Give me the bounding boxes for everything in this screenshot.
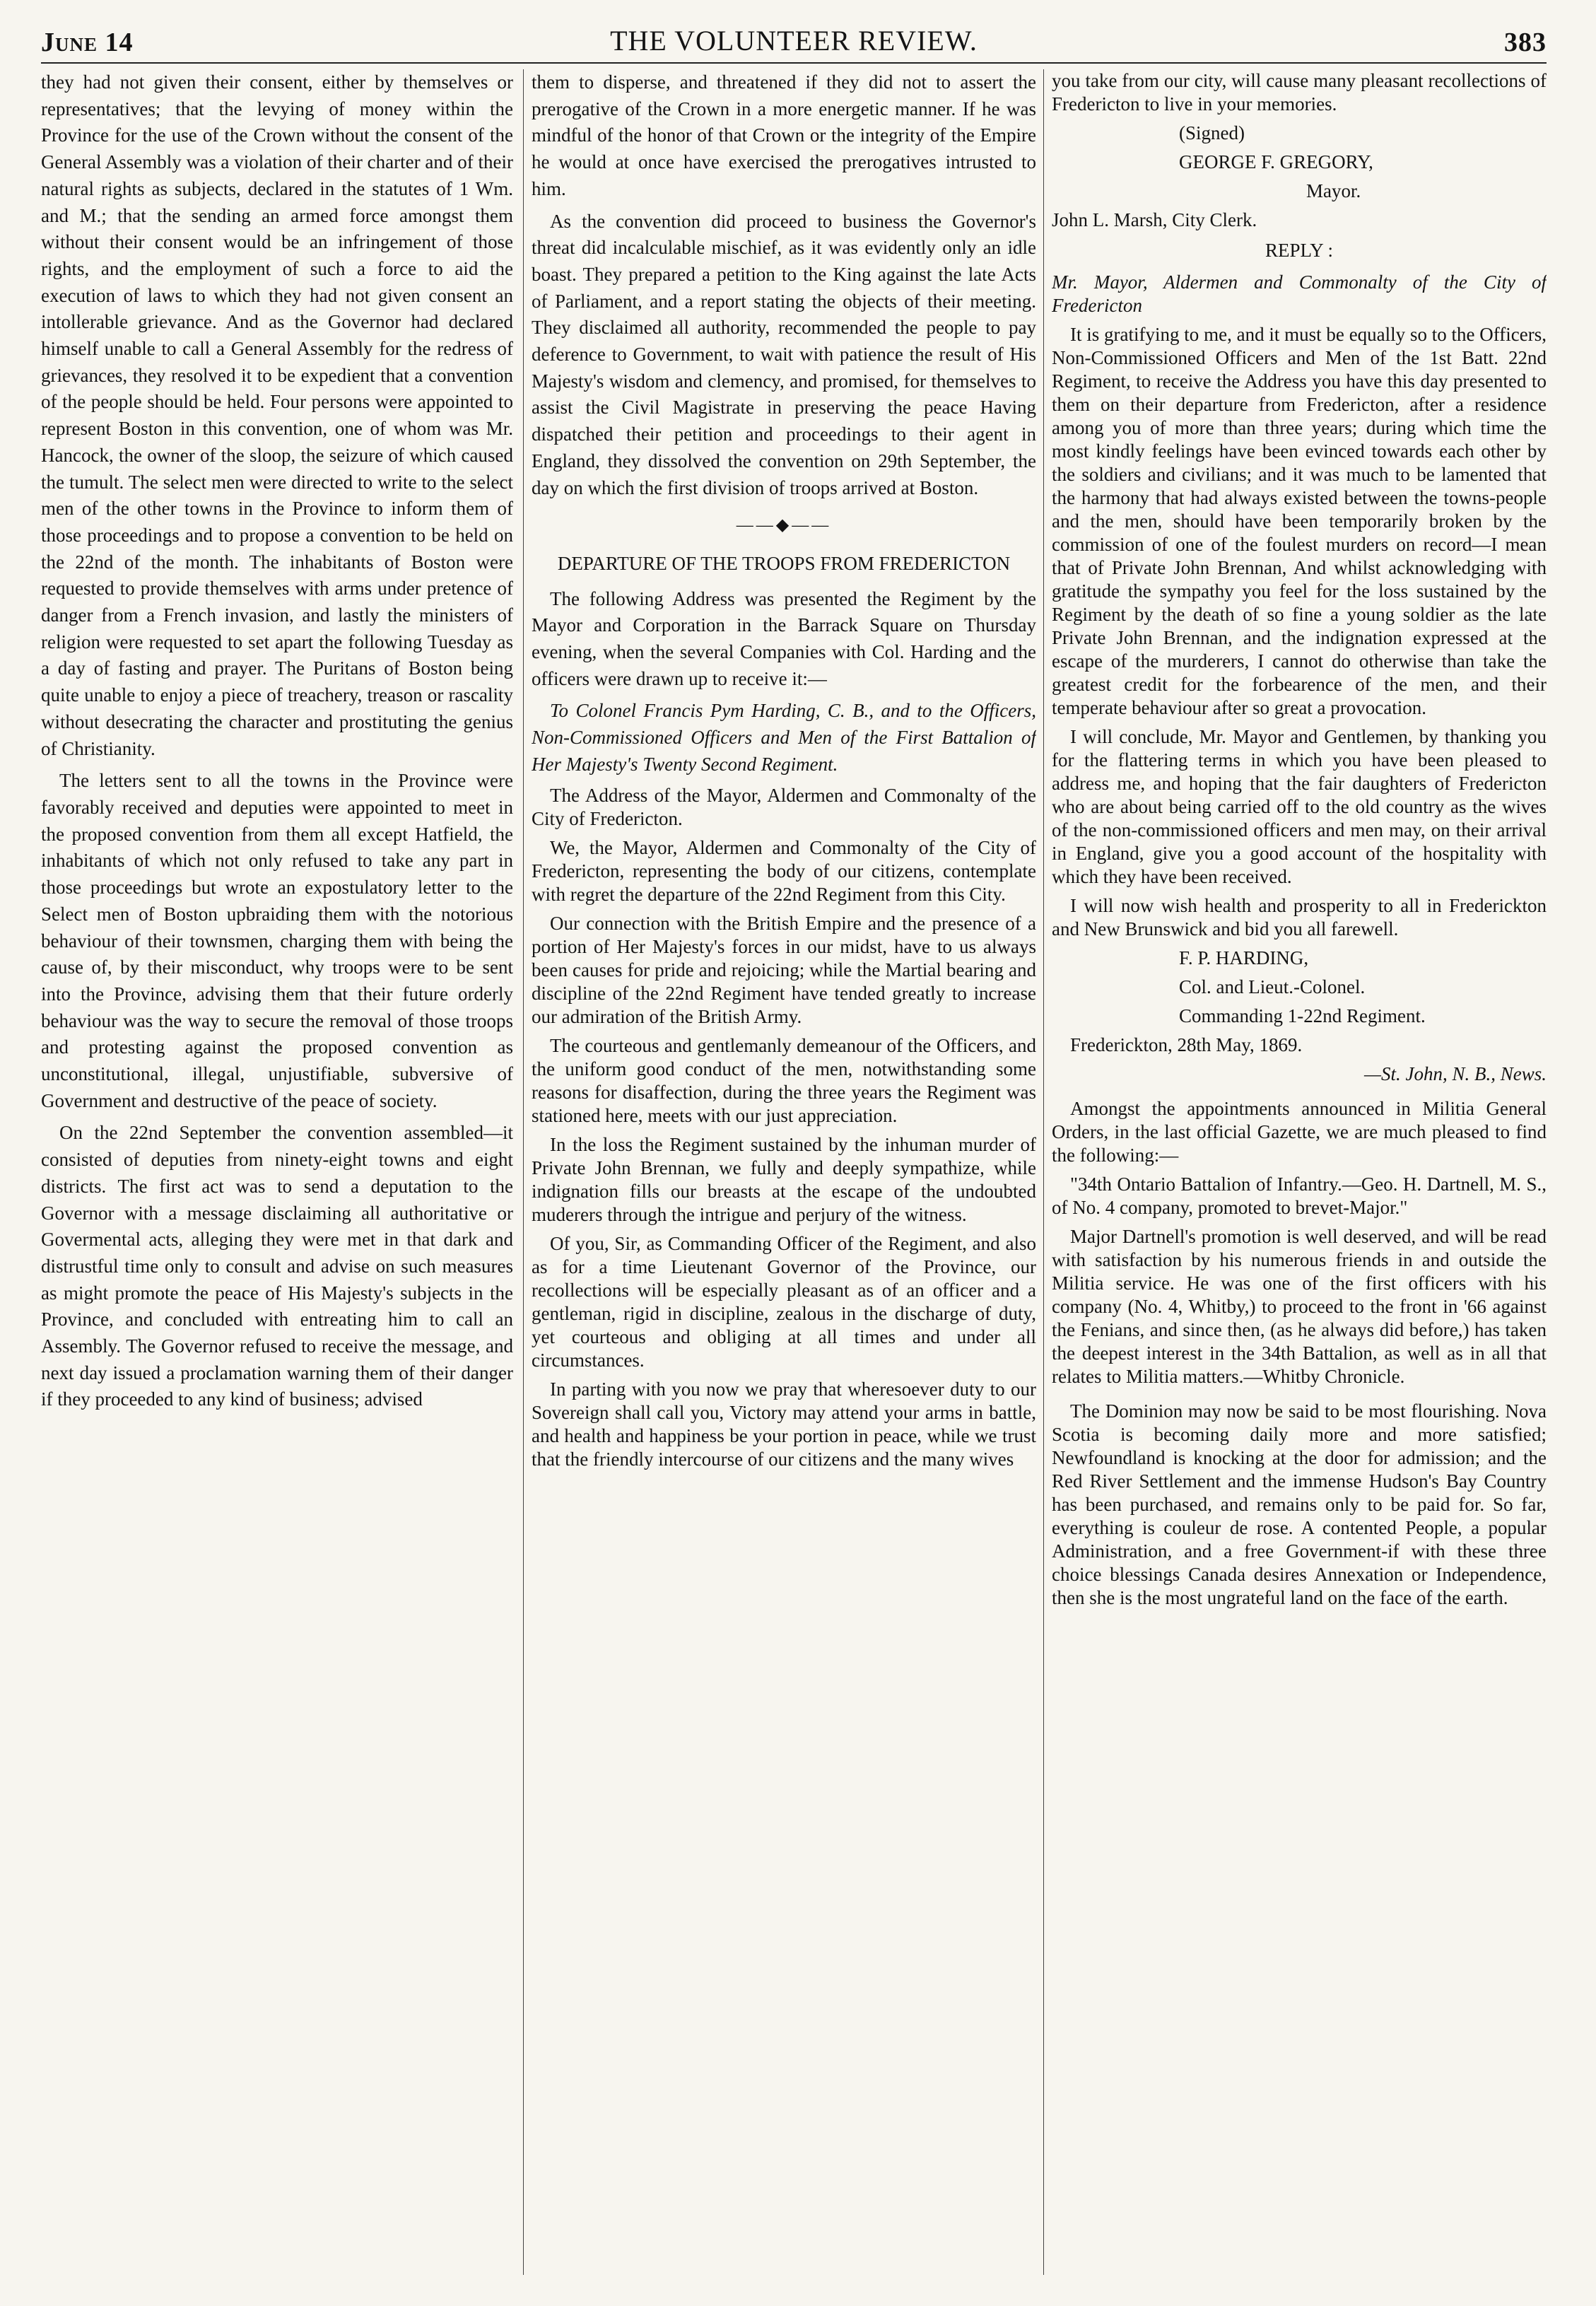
masthead-title: THE VOLUNTEER REVIEW. [610, 25, 978, 57]
source-credit: —St. John, N. B., News. [1363, 1063, 1547, 1084]
dateline: Frederickton, 28th May, 1869. [1070, 1034, 1303, 1055]
paragraph: I will now wish health and prosperity to all in Frederickton and New Brunswick and bid you all farewell. [1052, 895, 1547, 940]
paragraph: The Address of the Mayor, Aldermen and Commonalty of the City of Fredericton. [532, 784, 1036, 829]
address-salutation: To Colonel Francis Pym Harding, C. B., and to the Officers, Non-Commissioned Officers and Men of the First Battalion of Her Majesty's Twenty Second Regiment. [532, 700, 1036, 775]
clerk-line: John L. Marsh, City Clerk. [1052, 209, 1257, 230]
paragraph: In the loss the Regiment sustained by the inhuman murder of Private John Brennan, we fully and deeply sympathize, while indignation fills our breasts at the escape of the undoubted muderers through the intrigue and perjury of the witness. [532, 1133, 1036, 1225]
paragraph: "34th Ontario Battalion of Infantry.—Geo. H. Dartnell, M. S., of No. 4 company, promoted to brevet-Major." [1052, 1174, 1547, 1218]
paragraph: Major Dartnell's promotion is well deserved, and will be read with satisfaction by his numerous friends in and outside the Militia service. He was one of the first officers with his company (No. 4, Whitby,) to proceed to the front in '66 against the Fenians, and since then, (as he always did before,) has taken the deepest interest in the 34th Battalion, as well as in all that relates to Militia matters.—Whitby Chronicle. [1052, 1226, 1547, 1387]
column-1 [41, 69, 513, 2306]
signatory-command: Commanding 1-22nd Regiment. [1179, 1005, 1426, 1026]
signatory-title: Mayor. [1306, 180, 1361, 201]
signatory-name: GEORGE F. GREGORY, [1179, 151, 1373, 172]
paragraph: The following Address was presented the Regiment by the Mayor and Corporation in the Barrack Square on Thursday evening, when the several Companies with Col. Harding and the officers were drawn up to receive it:— [532, 587, 1036, 689]
signed-label: (Signed) [1179, 122, 1245, 144]
column-divider [523, 69, 524, 2275]
page-header [41, 13, 1547, 62]
page-number: 383 [1504, 28, 1547, 57]
column-2 [532, 69, 1036, 2306]
paragraph: Amongst the appointments announced in Militia General Orders, in the last official Gazette, we are much pleased to find the following:— [1052, 1098, 1547, 1166]
reply-heading: REPLY : [1265, 240, 1334, 261]
article-heading: DEPARTURE OF THE TROOPS FROM FREDERICTON [557, 552, 1011, 574]
section-separator: ——◆—— [736, 516, 832, 535]
paragraph: them to disperse, and threatened if they did not to assert the prerogative of the Crown in a more energetic manner. If he was mindful of the honor of that Crown or the integrity of the Empire he would at once have exercised the prerogatives intrusted to him. [532, 71, 1036, 199]
paragraph: I will conclude, Mr. Mayor and Gentlemen, by thanking you for the flattering terms in which you have been pleased to address me, and hoping that the fair daughters of Fredericton who are about being carried off to the old country as the wives of the non-commissioned officers and men may, on their arrival in England, give you a good account of the hospitality with which they have been received. [1052, 726, 1547, 887]
paragraph: you take from our city, will cause many pleasant recollections of Fredericton to live in your memories. [1052, 70, 1547, 115]
paragraph: The letters sent to all the towns in the Province were favorably received and deputies were appointed to meet in the proposed convention from them all except Hatfield, the inhabitants of which not only refused to take any part in those proceedings but wrote an expostulatory letter to the Select men of Boston upbraiding them with the notorious behaviour of their townsmen, charging them with being the cause of, by their misconduct, why troops were to be sent into the Province, advising them that their future orderly behaviour was the way to secure the removal of those troops and protesting against the proposed convention as unconstitutional, illegal, unjustifiable, subversive of Government and destructive of the peace of society. [41, 770, 513, 1111]
paragraph: they had not given their consent, either by themselves or representatives; that the levying of money within the Province for the use of the Crown without the consent of the General Assembly was a violation of their charter and of their natural rights as subjects, declared in the statutes of 1 Wm. and M.; that the sending an armed force amongst them without their consent would be an infringement of those rights, and the employment of such a force to aid the execution of laws to which they had not given consent an intollerable grievance. And as the Governor had declared himself unable to call a General Assembly for the redress of grievances, they resolved it to be expedient that a convention of the people should be held. Four persons were appointed to represent Boston in this convention, one of whom was Mr. Hancock, the owner of the sloop, the seizure of which caused the tumult. The select men were directed to write to the select men of the other towns in the Province to inform them of those proceedings and to propose a convention to be held on the 22nd of the month. The inhabitants of Boston were requested to provide themselves with arms under pretence of danger from a French invasion, and lastly the ministers of religion were requested to set apart the following Tuesday as a day of fasting and prayer. The Puritans of Boston being quite unable to enjoy a piece of treachery, treason or rascality without desecrating the character and prostituting the genius of Christianity. [41, 71, 513, 759]
paragraph: On the 22nd September the convention assembled—it consisted of deputies from ninety-eight towns and eight districts. The first act was to send a deputation to the Governor with a message disclaiming all authoritative or Govermental acts, alleging they were met in that dark and distrustful time only to consult and advise on such measures as might promote the peace of His Majesty's subjects in the Province, and concluded with entreating him to call an Assembly. The Governor refused to receive the message, and next day issued a proclamation warning them of their danger if they proceeded to any kind of business; advised [41, 1122, 513, 1410]
paragraph: Of you, Sir, as Commanding Officer of the Regiment, and also as for a time Lieutenant Governor of the Province, our recollections will be especially pleasant as of an officer and a gentleman, rigid in discipline, zealous in the discharge of duty, yet courteous and obliging at all times and under all circumstances. [532, 1232, 1036, 1371]
column-divider [1043, 69, 1044, 2275]
paragraph: The Dominion may now be said to be most flourishing. Nova Scotia is becoming daily more and more satisfied; Newfoundland is knocking at the door for admission; and the Red River Settlement and the immense Hudson's Bay Country has been purchased, and remains only to be paid for. So far, everything is couleur de rose. A contented People, a popular Administration, and a free Government-if with these three choice blessings Canada desires Annexation or Independence, then she is the most ungrateful land on the face of the earth. [1052, 1400, 1547, 1608]
paragraph: As the convention did proceed to business the Governor's threat did incalculable mischief, as it was evidently only an idle boast. They prepared a petition to the King against the late Acts of Parliament, and a report stating the objects of their meeting. They disclaimed all authority, recommended the people to pay deference to Government, to wait with patience the result of His Majesty's wisdom and clemency, and promised, for themselves to assist the Civil Magistrate in preserving the peace Having dispatched their petition and proceedings to their agent in England, they dissolved the convention on 29th September, the day on which the first division of troops arrived at Boston. [532, 210, 1036, 498]
paragraph: It is gratifying to me, and it must be equally so to the Officers, Non-Commissioned Officers and Men of the 1st Batt. 22nd Regiment, to receive the Address you have this day presented to them on their departure from Fredericton, after a residence among you of more than three years; during which time the most kindly feelings have been evinced towards each other by the soldiers and civilians; and it was much to be lamented that the harmony that had always existed between the towns-people and the men, should have been temporarily broken by the commission of one of the foulest murders on record—I mean that of Private John Brennan, And whilst acknowledging with gratitude the sympathy you feel for the loss sustained by the Regiment by the death of so fine a young soldier as the late Private John Brennan, and the indignation expressed at the escape of the murderers, I cannot do otherwise than take the greatest credit for the forbearence of the men, and their temperate behaviour after so great a provocation. [1052, 324, 1547, 718]
paragraph: The courteous and gentlemanly demeanour of the Officers, and the uniform good conduct of the men, notwithstanding some reasons for disaffection, during the three years the Regiment was stationed here, meets with our just appreciation. [532, 1034, 1036, 1126]
signatory-name: F. P. HARDING, [1179, 947, 1309, 968]
paragraph: Our connection with the British Empire and the presence of a portion of Her Majesty's forces in our midst, have to us always been causes for pride and rejoicing; while the Martial bearing and discipline of the 22nd Regiment have tended greatly to increase our admiration of the British Army. [532, 912, 1036, 1027]
signatory-title: Col. and Lieut.-Colonel. [1179, 976, 1366, 997]
paragraph: We, the Mayor, Aldermen and Commonalty of the City of Fredericton, representing the body of our citizens, contemplate with regret the departure of the 22nd Regiment from this City. [532, 836, 1036, 905]
header-date: June 14 [41, 28, 134, 57]
reply-salutation: Mr. Mayor, Aldermen and Commonalty of the City of Fredericton [1052, 271, 1547, 316]
header-rule [41, 62, 1547, 64]
paragraph: In parting with you now we pray that wheresoever duty to our Sovereign shall call you, Victory may attend your arms in battle, and health and happiness be your portion in peace, while we trust that the friendly intercourse of our citizens and the many wives [532, 1378, 1036, 1470]
column-3 [1052, 69, 1547, 2306]
